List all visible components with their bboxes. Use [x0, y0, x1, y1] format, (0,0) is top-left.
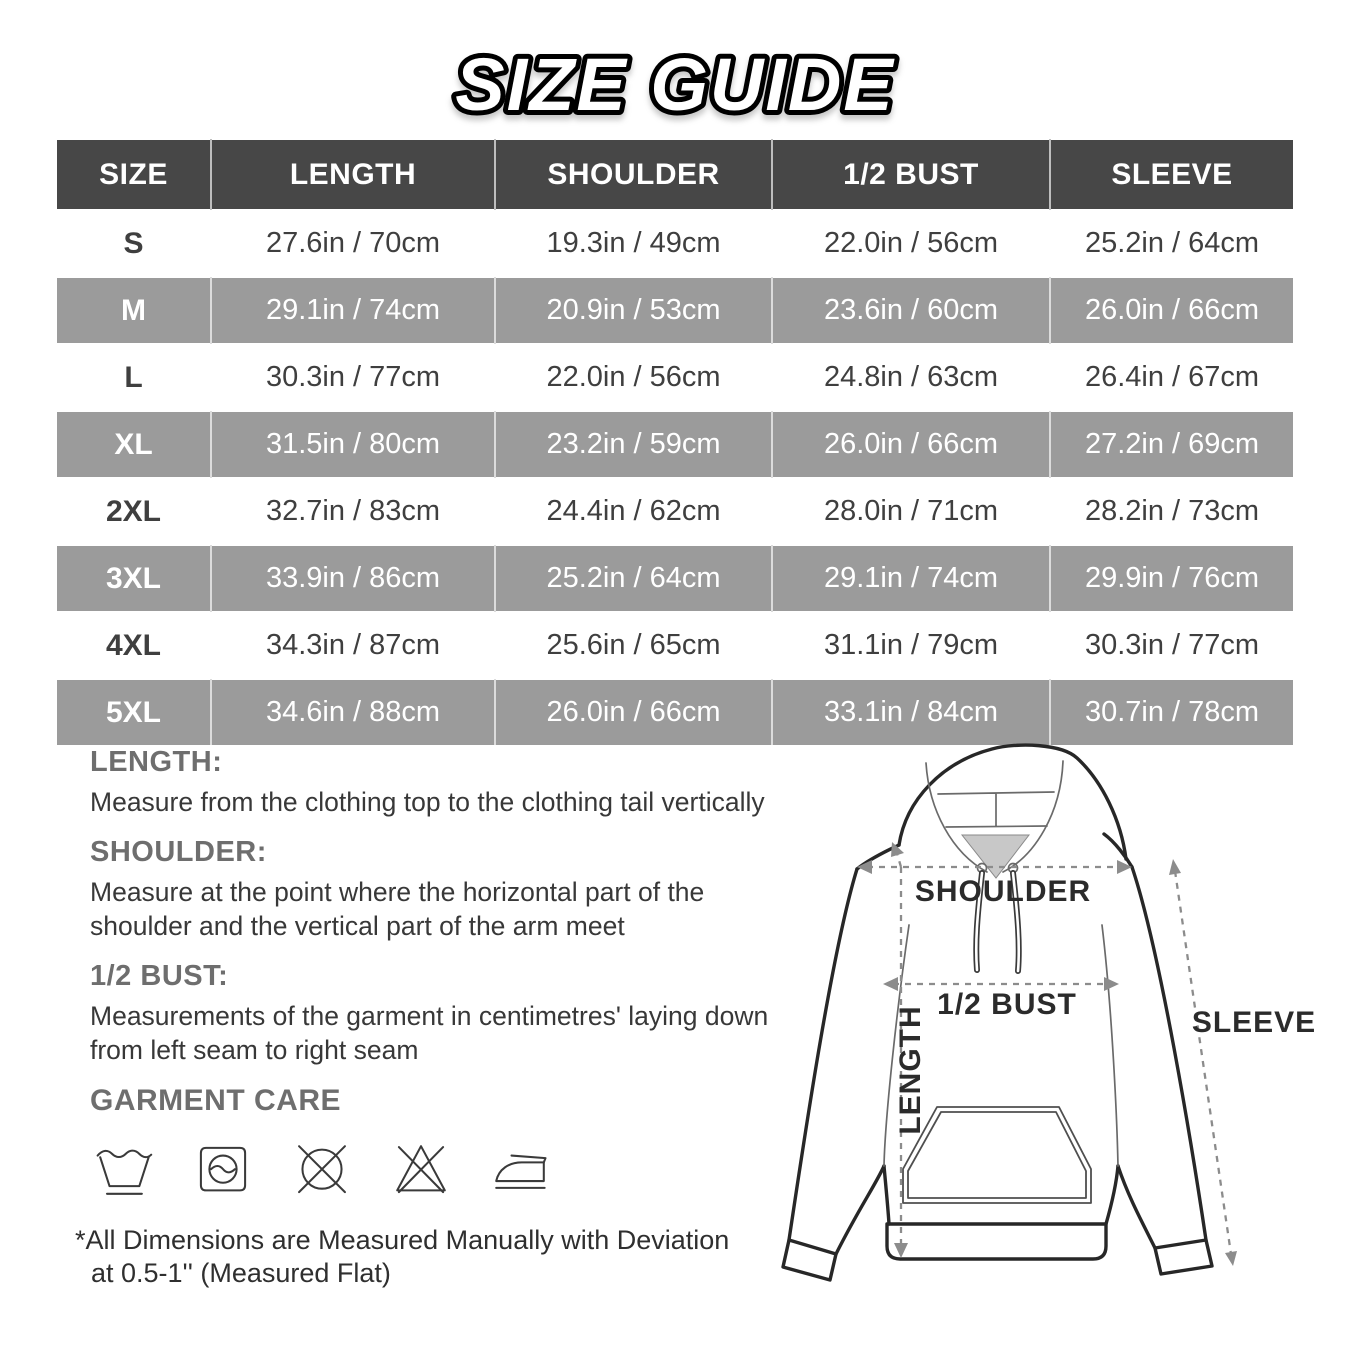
cell-length: 29.1in / 74cm	[211, 277, 495, 344]
diagram-label-length: LENGTH	[894, 1005, 927, 1135]
cell-length: 33.9in / 86cm	[211, 545, 495, 612]
cell-shoulder: 25.6in / 65cm	[495, 612, 772, 679]
definition-term-length: LENGTH:	[90, 746, 223, 778]
cell-length: 34.3in / 87cm	[211, 612, 495, 679]
hoodie-diagram	[770, 718, 1350, 1318]
table-row	[57, 210, 1293, 277]
cell-bust: 23.6in / 60cm	[772, 277, 1050, 344]
cell-length: 30.3in / 77cm	[211, 344, 495, 411]
note-line-2: at 0.5-1'' (Measured Flat)	[91, 1257, 391, 1288]
cell-size: S	[57, 210, 211, 277]
col-header-bust: 1/2 BUST	[772, 139, 1050, 210]
cell-bust: 33.1in / 84cm	[772, 679, 1050, 745]
left-sleeve	[789, 869, 857, 1240]
cell-shoulder: 23.2in / 59cm	[495, 411, 772, 478]
measurement-definitions	[75, 746, 800, 1290]
cell-length: 34.6in / 88cm	[211, 679, 495, 745]
page-title-art	[0, 28, 1350, 138]
sleeve-measure-line	[1175, 871, 1231, 1254]
table-row	[57, 478, 1293, 545]
cell-bust: 31.1in / 79cm	[772, 612, 1050, 679]
col-header-length: LENGTH	[211, 139, 495, 210]
definition-term-shoulder: SHOULDER:	[90, 836, 267, 869]
table-header-row	[57, 139, 1293, 210]
cell-shoulder: 25.2in / 64cm	[495, 545, 772, 612]
garment-care-heading: GARMENT CARE	[90, 1083, 341, 1117]
cell-sleeve: 29.9in / 76cm	[1050, 545, 1293, 612]
cell-shoulder: 26.0in / 66cm	[495, 679, 772, 745]
col-header-shoulder: SHOULDER	[495, 139, 772, 210]
definition-term-bust: 1/2 BUST:	[90, 960, 229, 993]
cell-size: M	[57, 277, 211, 344]
note-line-1: *All Dimensions are Measured Manually with Deviation	[75, 1224, 730, 1255]
do-not-dry-clean-icon	[288, 1132, 356, 1208]
table-row	[57, 411, 1293, 478]
table-row	[57, 545, 1293, 612]
waistband	[887, 1224, 1106, 1259]
iron-icon	[486, 1132, 554, 1208]
cell-bust: 24.8in / 63cm	[772, 344, 1050, 411]
page-title: SIZE GUIDE	[455, 43, 895, 126]
cell-size: 3XL	[57, 545, 211, 612]
garment-care-icons	[90, 1132, 800, 1208]
machine-wash-icon	[189, 1132, 257, 1208]
table-row	[57, 612, 1293, 679]
cell-sleeve: 27.2in / 69cm	[1050, 411, 1293, 478]
definition-desc-length: Measure from the clothing top to the clothing tail vertically	[90, 787, 765, 817]
cell-bust: 29.1in / 74cm	[772, 545, 1050, 612]
cell-sleeve: 28.2in / 73cm	[1050, 478, 1293, 545]
cell-bust: 28.0in / 71cm	[772, 478, 1050, 545]
cell-length: 27.6in / 70cm	[211, 210, 495, 277]
diagram-label-bust: 1/2 BUST	[937, 988, 1077, 1021]
col-header-size: SIZE	[57, 139, 211, 210]
hand-wash-icon	[90, 1132, 158, 1208]
cell-size: L	[57, 344, 211, 411]
definition-desc-bust: Measurements of the garment in centimetres' laying down from left seam to right seam	[90, 1001, 769, 1065]
cell-size: 4XL	[57, 612, 211, 679]
table-row	[57, 344, 1293, 411]
col-header-sleeve: SLEEVE	[1050, 139, 1293, 210]
page-title-wrap	[0, 28, 1350, 138]
measurement-note	[75, 1224, 800, 1290]
definition-desc-shoulder: Measure at the point where the horizontal part of the shoulder and the vertical part of the arm meet	[90, 877, 705, 941]
cell-shoulder: 22.0in / 56cm	[495, 344, 772, 411]
do-not-bleach-icon	[387, 1132, 455, 1208]
cell-sleeve: 26.0in / 66cm	[1050, 277, 1293, 344]
size-table	[57, 138, 1293, 745]
cell-bust: 26.0in / 66cm	[772, 411, 1050, 478]
cell-size: XL	[57, 411, 211, 478]
table-row	[57, 277, 1293, 344]
cell-length: 32.7in / 83cm	[211, 478, 495, 545]
hoodie-art	[770, 718, 1350, 1318]
cell-shoulder: 19.3in / 49cm	[495, 210, 772, 277]
cell-shoulder: 20.9in / 53cm	[495, 277, 772, 344]
diagram-label-sleeve: SLEEVE	[1191, 1006, 1317, 1039]
cell-shoulder: 24.4in / 62cm	[495, 478, 772, 545]
right-sleeve	[1132, 867, 1206, 1240]
hood-lining	[962, 835, 1029, 878]
cell-bust: 22.0in / 56cm	[772, 210, 1050, 277]
cell-length: 31.5in / 80cm	[211, 411, 495, 478]
cell-sleeve: 26.4in / 67cm	[1050, 344, 1293, 411]
diagram-label-shoulder: SHOULDER	[914, 875, 1092, 908]
cell-sleeve: 30.7in / 78cm	[1050, 679, 1293, 745]
cell-size: 5XL	[57, 679, 211, 745]
cell-sleeve: 30.3in / 77cm	[1050, 612, 1293, 679]
cell-size: 2XL	[57, 478, 211, 545]
cell-sleeve: 25.2in / 64cm	[1050, 210, 1293, 277]
pocket	[903, 1107, 1091, 1203]
right-seam	[1102, 925, 1118, 1166]
